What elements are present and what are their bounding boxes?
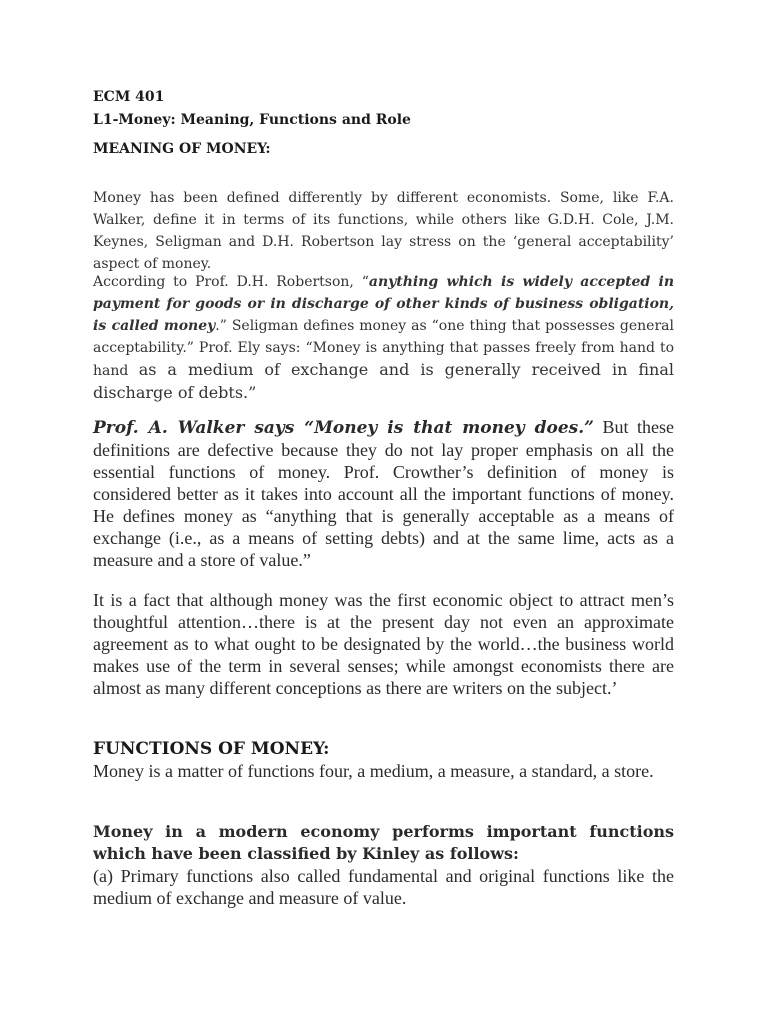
crowther-definition: But these definitions are defective because they do not lay proper emphasis on all the essential functions of money. Prof. Crowther’s definition of money is considered better as it takes into account all the important functions of money. He defines money as “anything that is generally acceptable as a means of exchange (i.e., as a means of setting debts) and at the same lime, acts as a measure and a store of value.” — [93, 417, 674, 570]
robertson-quote: anything which is widely accepted in payment for goods or in discharge of other kinds of business obligation, is called money — [93, 274, 674, 334]
meaning-paragraph-3 — [93, 416, 674, 571]
meaning-paragraph-2 — [93, 271, 674, 405]
primary-functions-item: (a) Primary functions also called fundamental and original functions like the medium of exchange and measure of value. — [93, 866, 674, 908]
kinley-classification: Money in a modern economy performs important functions which have been classified by Kinley as follows: — [93, 822, 674, 863]
meaning-paragraph-1: Money has been defined differently by different economists. Some, like F.A. Walker, define it in terms of its functions, while others like G.D.H. Cole, J.M. Keynes, Seligman and D.H. Robertson lay stress on the ‘general acceptability’ aspect of money. — [93, 190, 674, 272]
course-code: ECM 401 — [93, 89, 165, 105]
lecture-title: L1-Money: Meaning, Functions and Role — [93, 112, 411, 128]
functions-heading: FUNCTIONS OF MONEY: — [93, 739, 330, 759]
meaning-paragraph-4: It is a fact that although money was the first economic object to attract men’s thoughtful attention…there is at the present day not even an approximate agreement as to what ought to be designated by the world…the business world makes use of the term in several senses; while amongst economists there are almost as many different conceptions as there are writers on the subject.’ — [93, 590, 674, 698]
robertson-intro: According to Prof. D.H. Robertson, “ — [93, 274, 369, 290]
walker-quote: Prof. A. Walker says “Money is that money does.” — [93, 418, 594, 438]
meaning-heading: MEANING OF MONEY: — [93, 141, 271, 157]
functions-paragraph-1: Money is a matter of functions four, a medium, a measure, a standard, a store. — [93, 761, 654, 781]
seligman-ely-text: .” Seligman defines money as “one thing that possesses general acceptability.” Prof. Ely says: “Money is anything that passes freely from hand to hand — [93, 318, 674, 379]
ely-quote-continued: as a medium of exchange and is generally received in final discharge of debts.” — [93, 360, 675, 402]
